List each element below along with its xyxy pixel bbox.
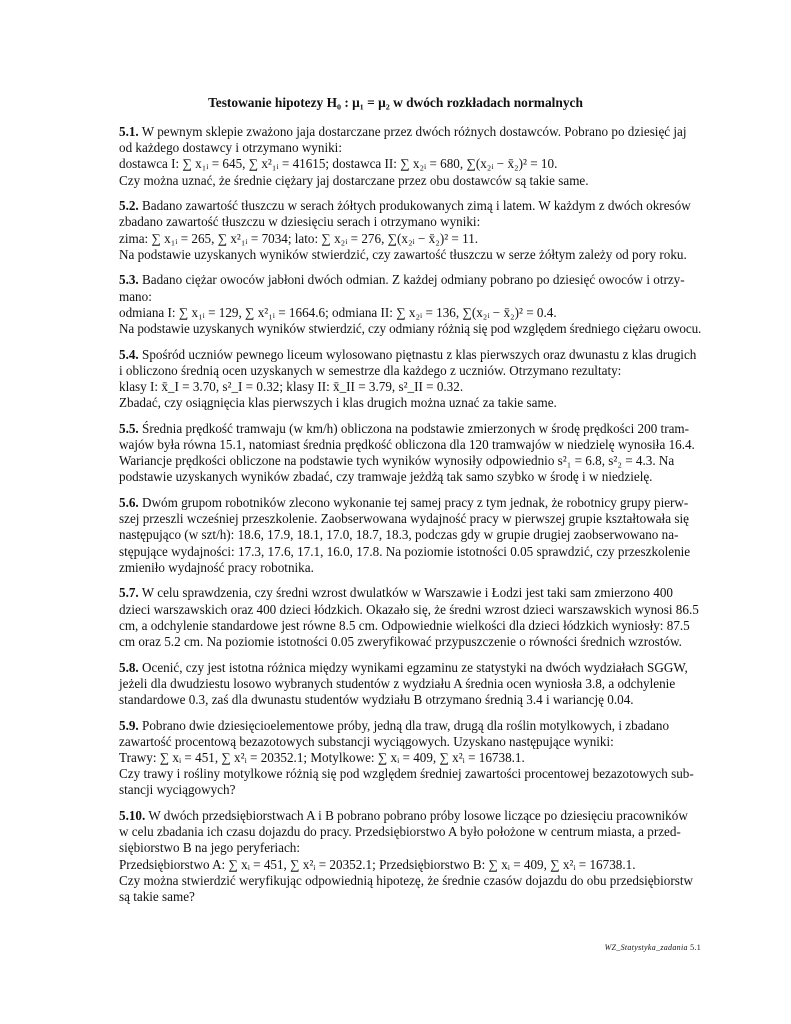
- footer-label: WZ_Statystyka_zadania: [604, 943, 688, 952]
- problem-line: [119, 247, 701, 263]
- problem-5-4: [119, 347, 701, 412]
- problem-text: Ocenić, czy jest istotna różnica między wynikami egzaminu ze statystyki na dwóch wydziałach SGGW,: [142, 659, 688, 675]
- problem-line: [119, 782, 701, 798]
- problem-text: Badano ciężar owoców jabłoni dwóch odmian. Z każdej odmiany pobrano po dziesięć owoców i otrzy-: [142, 272, 685, 288]
- problem-text: siębiorstwo B na jego peryferiach:: [119, 840, 300, 856]
- problem-text: W celu sprawdzenia, czy średni wzrost dwulatków w Warszawie i Łodzi jest taki sam zmierzono 400: [141, 585, 673, 601]
- problem-line: [119, 718, 701, 734]
- problem-line: [119, 272, 701, 288]
- problem-text: jeżeli dla dwudziestu losowo wybranych studentów z wydziału A średnia ocen wyniosła 3.8, a odchylenie: [119, 675, 676, 691]
- problem-text: Na podstawie uzyskanych wyników stwierdzić, czy zawartość tłuszczu w serze żółtym zależy od pory roku.: [119, 246, 687, 262]
- problem-line: [119, 544, 701, 560]
- problem-line: [119, 124, 701, 140]
- problem-number: 5.9.: [119, 717, 139, 733]
- problem-number: 5.10.: [119, 808, 146, 824]
- problem-number: 5.7.: [119, 585, 139, 601]
- problem-line: [119, 676, 701, 692]
- problem-line: [119, 560, 701, 576]
- problem-line: [119, 857, 701, 873]
- problem-text: Badano zawartość tłuszczu w serach żółtych produkowanych zimą i latem. W każdym z dwóch okresów: [142, 198, 691, 214]
- problem-text: W dwóch przedsiębiorstwach A i B pobrano pobrano próby losowe liczące po dziesięciu pracowników: [148, 808, 688, 824]
- problem-line: [119, 379, 701, 395]
- problem-line: [119, 692, 701, 708]
- problem-text: Średnia prędkość tramwaju (w km/h) obliczona na podstawie zmierzonych w środę prędkości 200 tram-: [142, 420, 690, 436]
- problem-line: [119, 734, 701, 750]
- problem-line: [119, 824, 701, 840]
- problem-number: 5.6.: [119, 495, 139, 511]
- problem-5-10: [119, 808, 701, 905]
- problem-line: [119, 808, 701, 824]
- problem-line: [119, 469, 701, 485]
- problem-text: klasy I: x̄_I = 3.70, s²_I = 0.32; klasy II: x̄_II = 3.79, s²_II = 0.32.: [119, 379, 464, 395]
- problem-5-7: [119, 585, 701, 650]
- problem-line: [119, 421, 701, 437]
- problem-line: [119, 660, 701, 676]
- problem-line: [119, 889, 701, 905]
- problem-line: [119, 305, 701, 321]
- problem-5-3: [119, 272, 701, 337]
- problem-text: Trawy: ∑ xᵢ = 451, ∑ x²ᵢ = 20352.1; Motylkowe: ∑ xᵢ = 409, ∑ x²ᵢ = 16738.1.: [119, 750, 525, 766]
- problem-text: stancji wyciągowych?: [119, 782, 236, 798]
- problem-number: 5.4.: [119, 346, 139, 362]
- problem-text: Na podstawie uzyskanych wyników stwierdzić, czy odmiany różnią się pod względem średniego ciężaru owocu.: [119, 321, 702, 337]
- problem-text: są takie same?: [119, 889, 195, 905]
- problem-text: Czy trawy i rośliny motylkowe różnią się pod względem średniej zawartości procentowej bezazotowych sub-: [119, 766, 694, 782]
- problem-line: [119, 214, 701, 230]
- problem-text: w celu zbadania ich czasu dojazdu do pracy. Przedsiębiorstwo A było położone w centrum miasta, a przed-: [119, 824, 681, 840]
- problem-5-8: [119, 660, 701, 709]
- problem-line: [119, 634, 701, 650]
- problem-line: [119, 289, 701, 305]
- problem-text: od każdego dostawcy i otrzymano wyniki:: [119, 140, 342, 156]
- problem-text: odmiana I: ∑ x₁ᵢ = 129, ∑ x²₁ᵢ = 1664.6; odmiana II: ∑ x₂ᵢ = 136, ∑(x₂ᵢ − x̄₂)² = 0.4.: [119, 304, 557, 320]
- problem-text: Zbadać, czy osiągnięcia klas pierwszych i klas drugich można uznać za takie same.: [119, 395, 557, 411]
- problem-number: 5.5.: [119, 420, 139, 436]
- problem-line: [119, 453, 701, 469]
- problem-text: Czy można uznać, że średnie ciężary jaj dostarczane przez obu dostawców są takie same.: [119, 172, 589, 188]
- problem-text: zima: ∑ x₁ᵢ = 265, ∑ x²₁ᵢ = 7034; lato: ∑ x₂ᵢ = 276, ∑(x₂ᵢ − x̄₂)² = 11.: [119, 230, 479, 246]
- problem-line: [119, 156, 701, 172]
- page-footer: [605, 943, 701, 952]
- problem-text: zmieniło wydajność pracy robotnika.: [119, 559, 314, 575]
- problem-line: [119, 766, 701, 782]
- page-title: Testowanie hipotezy H₀ : μ₁ = μ₂ w dwóch rozkładach normalnych: [208, 95, 583, 110]
- problem-line: [119, 231, 701, 247]
- problem-text: Przedsiębiorstwo A: ∑ xᵢ = 451, ∑ x²ᵢ = 20352.1; Przedsiębiorstwo B: ∑ xᵢ = 409, ∑ x²ᵢ = 16738.1.: [119, 856, 636, 872]
- problem-text: Czy można stwierdzić weryfikując odpowiednią hipotezę, że średnie czasów dojazdu do obu przedsiębiorstw: [119, 872, 693, 888]
- problem-text: Pobrano dwie dziesięcioelementowe próby, jedną dla traw, drugą dla roślin motylkowych, i zbadano: [142, 717, 670, 733]
- problem-text: zawartość procentową bezazotowych substancji wyciągowych. Uzyskano następujące wyniki:: [119, 733, 614, 749]
- problem-text: Wariancje prędkości obliczone na podstawie tych wyników wynosiły odpowiednio s²₁ = 6.8, s²₂ = 4.3. Na: [119, 453, 675, 469]
- problem-line: [119, 140, 701, 156]
- problem-number: 5.3.: [119, 272, 139, 288]
- problem-5-9: [119, 718, 701, 799]
- problem-5-5: [119, 421, 701, 486]
- problem-5-6: [119, 495, 701, 576]
- problem-text: dzieci warszawskich oraz 400 dzieci łódzkich. Okazało się, że średni wzrost dzieci warszawskich wynosi 86.5: [119, 601, 699, 617]
- problem-line: [119, 602, 701, 618]
- problem-text: wajów była równa 15.1, natomiast średnia prędkość obliczona dla 120 tramwajów w niedzielę wynosiła 16.4.: [119, 437, 695, 453]
- problem-line: [119, 750, 701, 766]
- problem-line: [119, 363, 701, 379]
- problem-text: Spośród uczniów pewnego liceum wylosowano piętnastu z klas pierwszych oraz dwunastu z klas drugich: [142, 346, 697, 362]
- problem-text: cm, a odchylenie standardowe jest równe 8.5 cm. Odpowiednie wielkości dla dzieci łódzkich wyniosły: 87.5: [119, 617, 690, 633]
- problem-5-2: [119, 198, 701, 263]
- problem-line: [119, 527, 701, 543]
- problem-line: [119, 618, 701, 634]
- problem-text: szej przeszli wcześniej przeszkolenie. Zaobserwowana wydajność pracy w pierwszej grupie kształtowała się: [119, 511, 689, 527]
- problem-line: [119, 173, 701, 189]
- problem-number: 5.2.: [119, 198, 139, 214]
- problem-line: [119, 198, 701, 214]
- problem-text: podstawie uzyskanych wyników zbadać, czy tramwaje jeżdżą tak samo szybko w środę i w niedzielę.: [119, 469, 653, 485]
- problem-line: [119, 395, 701, 411]
- problem-line: [119, 347, 701, 363]
- problem-text: mano:: [119, 288, 152, 304]
- problem-line: [119, 321, 701, 337]
- problem-5-1: [119, 124, 701, 189]
- problem-text: stępujące wydajności: 17.3, 17.6, 17.1, 16.0, 17.8. Na poziomie istotności 0.05 sprawdzić, czy przeszkolenie: [119, 543, 691, 559]
- problem-line: [119, 437, 701, 453]
- problem-text: następująco (w szt/h): 18.6, 17.9, 18.1, 17.0, 18.7, 18.3, podczas gdy w grupie drugiej zaobserwowano na-: [119, 527, 679, 543]
- problem-text: W pewnym sklepie zważono jaja dostarczane przez dwóch różnych dostawców. Pobrano po dziesięć jaj: [141, 124, 687, 139]
- problem-text: standardowe 0.3, zaś dla dwunastu studentów wydziału B otrzymano średnią 3.4 i wariancję 0.04.: [119, 692, 634, 708]
- problem-line: [119, 495, 701, 511]
- problem-text: cm oraz 5.2 cm. Na poziomie istotności 0.05 zweryfikować przypuszczenie o równości średnich wzrostów.: [119, 634, 682, 650]
- problem-line: [119, 840, 701, 856]
- problem-line: [119, 873, 701, 889]
- footer-page-number: 5.1: [690, 943, 701, 952]
- problem-text: Dwóm grupom robotników zlecono wykonanie tej samej pracy z tym jednak, że robotnicy grupy pierw-: [142, 495, 689, 511]
- problem-list: [119, 124, 701, 915]
- problem-line: [119, 585, 701, 601]
- problem-text: zbadano zawartość tłuszczu w dziesięciu serach i otrzymano wyniki:: [119, 214, 481, 230]
- problem-line: [119, 511, 701, 527]
- problem-text: dostawca I: ∑ x₁ᵢ = 645, ∑ x²₁ᵢ = 41615; dostawca II: ∑ x₂ᵢ = 680, ∑(x₂ᵢ − x̄₂)² = 10.: [119, 156, 558, 172]
- problem-text: i obliczono średnią ocen uzyskanych w semestrze dla każdego z uczniów. Otrzymano rezultaty:: [119, 362, 622, 378]
- problem-number: 5.8.: [119, 659, 139, 675]
- problem-number: 5.1.: [119, 124, 139, 139]
